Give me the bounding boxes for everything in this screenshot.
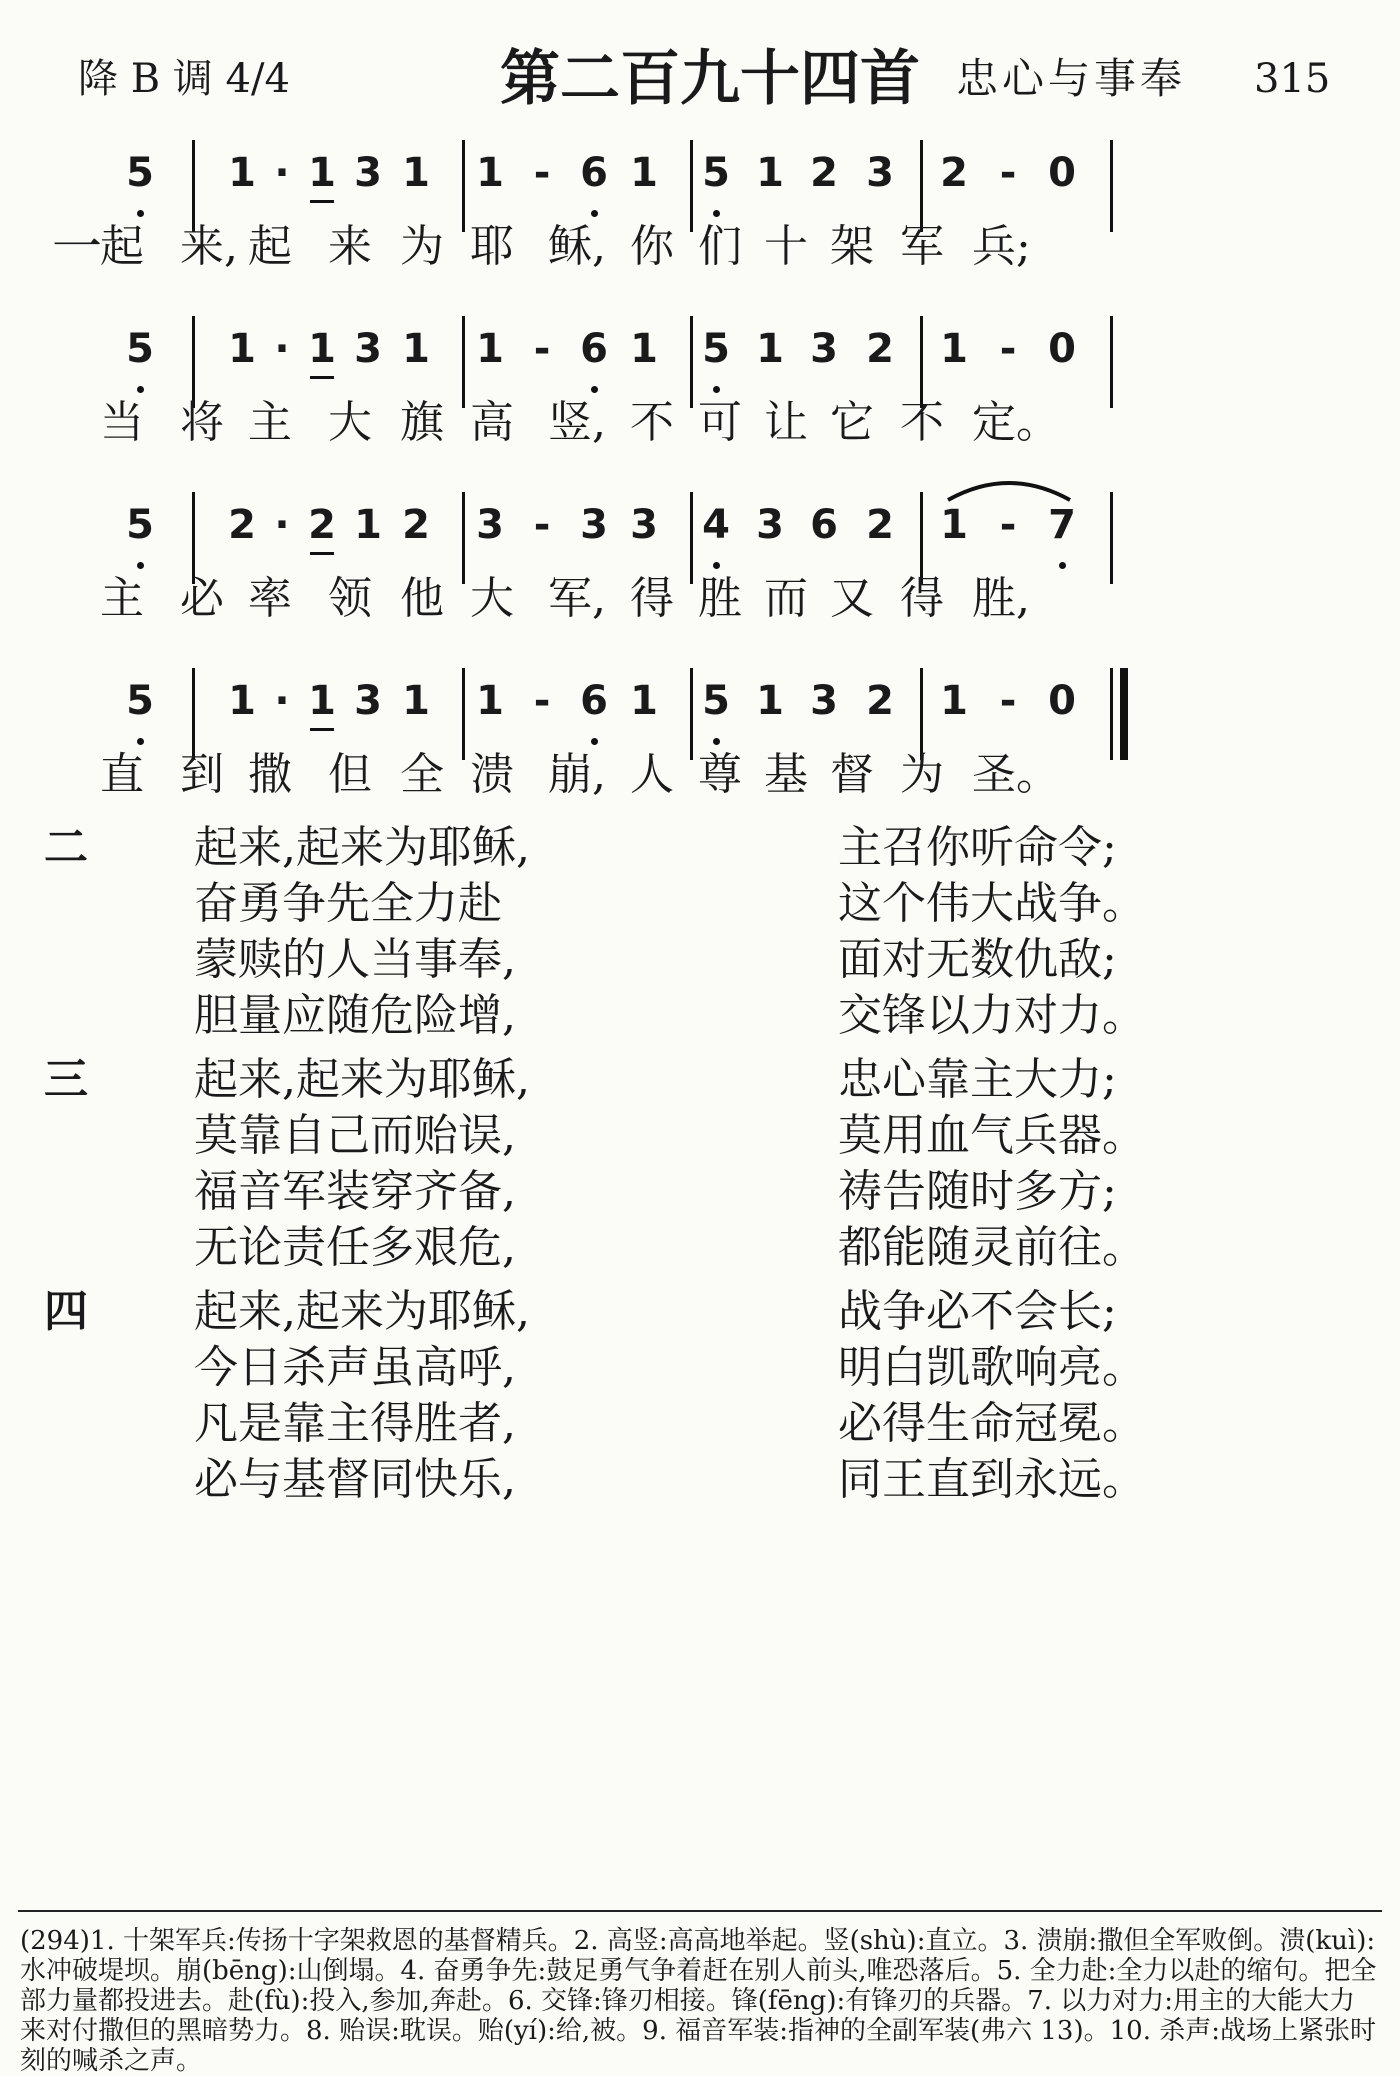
lyric-syllable: 必 xyxy=(180,573,224,624)
note: 1 xyxy=(476,326,504,372)
lyric-syllable: 全 xyxy=(400,749,444,800)
verse-line-left: 胆量应随危险增, xyxy=(194,990,516,1041)
note: 2 xyxy=(866,502,894,548)
lyric-line-4 xyxy=(100,740,1360,810)
lyric-syllable: 稣, xyxy=(548,221,606,272)
hymn-title: 第二百九十四首 xyxy=(500,44,920,114)
lyric-syllable: 得 xyxy=(630,573,674,624)
note: 6 xyxy=(810,502,838,548)
verse-number: 三 xyxy=(44,1054,88,1105)
verse-line-left: 凡是靠主得胜者, xyxy=(194,1398,516,1449)
note: 2 xyxy=(810,150,838,196)
lyric-syllable: 旗 xyxy=(400,397,444,448)
lyric-syllable: 撒 xyxy=(248,749,292,800)
note: 3 xyxy=(354,678,382,724)
note: 2 xyxy=(940,150,968,196)
lyric-syllable: 得 xyxy=(900,573,944,624)
lyric-syllable: 高 xyxy=(470,397,514,448)
lyric-syllable: 率 xyxy=(248,573,292,624)
note: · xyxy=(274,678,290,724)
verse-line-right: 交锋以力对力。 xyxy=(838,990,1146,1041)
lyric-line-2 xyxy=(100,388,1360,458)
lyric-syllable: 人 xyxy=(630,749,674,800)
verse-line-right: 都能随灵前往。 xyxy=(838,1222,1146,1273)
note: 4 xyxy=(696,500,736,550)
lyric-syllable: 主 xyxy=(100,573,144,624)
lyric-syllable: 竖, xyxy=(548,397,606,448)
note: - xyxy=(999,326,1017,372)
lyric-syllable: 们 xyxy=(698,221,742,272)
lyric-syllable: 它 xyxy=(830,397,874,448)
note: 5 xyxy=(120,148,160,198)
note: 1 xyxy=(630,326,658,372)
lyric-line-3 xyxy=(100,564,1360,634)
hymn-subtitle: 忠心与事奉 xyxy=(956,54,1187,103)
verse-number: 四 xyxy=(44,1286,88,1337)
lyric-syllable: 耶 xyxy=(470,221,514,272)
verse-line-left: 起来,起来为耶稣, xyxy=(194,1054,530,1105)
lyric-syllable: 他 xyxy=(400,573,444,624)
note: 1 xyxy=(476,678,504,724)
note: - xyxy=(533,150,551,196)
note: 0 xyxy=(1048,326,1076,372)
lyric-syllable: 督 xyxy=(830,749,874,800)
note: 5 xyxy=(696,148,736,198)
note: 1 xyxy=(476,150,504,196)
verse-line-right: 莫用血气兵器。 xyxy=(838,1110,1146,1161)
lyric-syllable: 溃 xyxy=(470,749,514,800)
note: 2 xyxy=(228,502,256,548)
lyric-syllable: 来, xyxy=(180,221,238,272)
lyric-syllable: 定。 xyxy=(972,397,1060,448)
lyric-syllable: 崩, xyxy=(548,749,606,800)
page-number: 315 xyxy=(1254,56,1331,102)
lyric-syllable: 胜, xyxy=(972,573,1030,624)
note: 5 xyxy=(120,500,160,550)
note: 3 xyxy=(630,502,658,548)
verse-line-right: 明白凯歌响亮。 xyxy=(838,1342,1146,1393)
lyric-syllable: 直 xyxy=(100,749,144,800)
lyric-syllable: 军 xyxy=(900,221,944,272)
note: 3 xyxy=(354,326,382,372)
lyric-syllable: 架 xyxy=(830,221,874,272)
note: 1 xyxy=(302,148,342,198)
note: - xyxy=(533,502,551,548)
lyric-syllable: 军, xyxy=(548,573,606,624)
footnote-divider xyxy=(18,1910,1382,1912)
lyric-syllable: 但 xyxy=(328,749,372,800)
note: 1 xyxy=(402,150,430,196)
lyric-syllable: 又 xyxy=(830,573,874,624)
note: 2 xyxy=(302,500,342,550)
lyric-syllable: 让 xyxy=(764,397,808,448)
lyric-syllable: 不 xyxy=(630,397,674,448)
note: 1 xyxy=(940,502,968,548)
verse-line-right: 忠心靠主大力; xyxy=(838,1054,1117,1105)
verse-line-right: 这个伟大战争。 xyxy=(838,878,1146,929)
note: 2 xyxy=(866,678,894,724)
lyric-syllable: 起 xyxy=(100,221,144,272)
note: 3 xyxy=(810,326,838,372)
lyric-syllable: 大 xyxy=(470,573,514,624)
note: - xyxy=(533,678,551,724)
note: · xyxy=(274,150,290,196)
verse-line-left: 今日杀声虽高呼, xyxy=(194,1342,516,1393)
note: 6 xyxy=(574,148,614,198)
lyric-syllable: 兵; xyxy=(972,221,1031,272)
note: 3 xyxy=(354,150,382,196)
verse-line-left: 莫靠自己而贻误, xyxy=(194,1110,516,1161)
lyric-line-1 xyxy=(52,212,1360,282)
verse-line-left: 福音军装穿齐备, xyxy=(194,1166,516,1217)
note: 5 xyxy=(696,676,736,726)
note: 2 xyxy=(402,502,430,548)
note: 1 xyxy=(354,502,382,548)
verse-line-left: 起来,起来为耶稣, xyxy=(194,822,530,873)
verse-line-left: 必与基督同快乐, xyxy=(194,1454,516,1505)
note: 0 xyxy=(1048,678,1076,724)
note: - xyxy=(533,326,551,372)
note: 6 xyxy=(574,676,614,726)
lyric-syllable: 将 xyxy=(180,397,224,448)
lyric-syllable: 起 xyxy=(248,221,292,272)
note: 0 xyxy=(1048,150,1076,196)
verse-line-right: 祷告随时多方; xyxy=(838,1166,1117,1217)
lyric-syllable: 十 xyxy=(764,221,808,272)
lyric-syllable: 基 xyxy=(764,749,808,800)
verse-line-left: 奋勇争先全力赴 xyxy=(194,878,502,929)
note: 1 xyxy=(756,326,784,372)
lyric-syllable: 大 xyxy=(328,397,372,448)
verse-line-right: 同王直到永远。 xyxy=(838,1454,1146,1505)
note: 1 xyxy=(228,326,256,372)
verse-number: 一 xyxy=(52,218,102,276)
note: 3 xyxy=(756,502,784,548)
note: - xyxy=(999,678,1017,724)
note: 1 xyxy=(756,678,784,724)
note: · xyxy=(274,326,290,372)
lyric-syllable: 为 xyxy=(900,749,944,800)
note: 5 xyxy=(696,324,736,374)
note: 1 xyxy=(302,676,342,726)
lyric-syllable: 胜 xyxy=(698,573,742,624)
note: 3 xyxy=(866,150,894,196)
note: 1 xyxy=(402,326,430,372)
lyric-syllable: 领 xyxy=(328,573,372,624)
note: 3 xyxy=(810,678,838,724)
note: 1 xyxy=(228,678,256,724)
lyric-syllable: 而 xyxy=(764,573,808,624)
lyric-syllable: 来 xyxy=(328,221,372,272)
note: - xyxy=(999,150,1017,196)
note: 2 xyxy=(866,326,894,372)
lyric-syllable: 到 xyxy=(180,749,224,800)
note: 3 xyxy=(476,502,504,548)
note: 1 xyxy=(228,150,256,196)
note: 5 xyxy=(120,676,160,726)
note: · xyxy=(274,502,290,548)
lyric-syllable: 不 xyxy=(900,397,944,448)
lyric-syllable: 为 xyxy=(400,221,444,272)
verse-line-right: 主召你听命令; xyxy=(838,822,1117,873)
note: 6 xyxy=(574,324,614,374)
note: - xyxy=(999,502,1017,548)
note: 1 xyxy=(302,324,342,374)
verse-line-right: 面对无数仇敌; xyxy=(838,934,1117,985)
note: 3 xyxy=(580,502,608,548)
note: 1 xyxy=(756,150,784,196)
verse-line-right: 必得生命冠冕。 xyxy=(838,1398,1146,1449)
verse-line-left: 无论责任多艰危, xyxy=(194,1222,516,1273)
lyric-syllable: 你 xyxy=(630,221,674,272)
verse-line-left: 蒙赎的人当事奉, xyxy=(194,934,516,985)
note: 1 xyxy=(940,326,968,372)
lyric-syllable: 尊 xyxy=(698,749,742,800)
footnotes: (294)1. 十架军兵:传扬十字架救恩的基督精兵。2. 高竖:高高地举起。竖(shù):直立。3. 溃崩:撒但全军败倒。溃(kuì):水冲破堤坝。崩(bēng):山倒塌。4. 奋勇争先:鼓足勇气争着赶在别人前头,唯恐落后。5. 全力赴:全力以赴的缩句。把全部力量都投进去。赴(fù):投入,参加,奔赴。6. 交锋:锋刃相接。锋(fēng):有锋刃的兵器。7. 以力对力:用主的大能大力来对付撒但的黑暗势力。8. 贻误:耽误。贻(yí):给,被。9. 福音军装:指神的全副军装(弗六 13)。10. 杀声:战场上紧张时刻的喊杀之声。 xyxy=(20,1926,1377,2076)
lyric-syllable: 主 xyxy=(248,397,292,448)
lyric-syllable: 当 xyxy=(100,397,144,448)
verse-line-left: 起来,起来为耶稣, xyxy=(194,1286,530,1337)
note: 1 xyxy=(630,678,658,724)
note: 5 xyxy=(120,324,160,374)
key-signature: 降 B 调 4/4 xyxy=(78,56,290,102)
note: 1 xyxy=(940,678,968,724)
verse-line-right: 战争必不会长; xyxy=(838,1286,1117,1337)
slur xyxy=(944,474,1074,504)
lyric-syllable: 圣。 xyxy=(972,749,1060,800)
note: 1 xyxy=(402,678,430,724)
note: 1 xyxy=(630,150,658,196)
verse-number: 二 xyxy=(44,822,88,873)
note: 7 xyxy=(1042,500,1082,550)
lyric-syllable: 可 xyxy=(698,397,742,448)
